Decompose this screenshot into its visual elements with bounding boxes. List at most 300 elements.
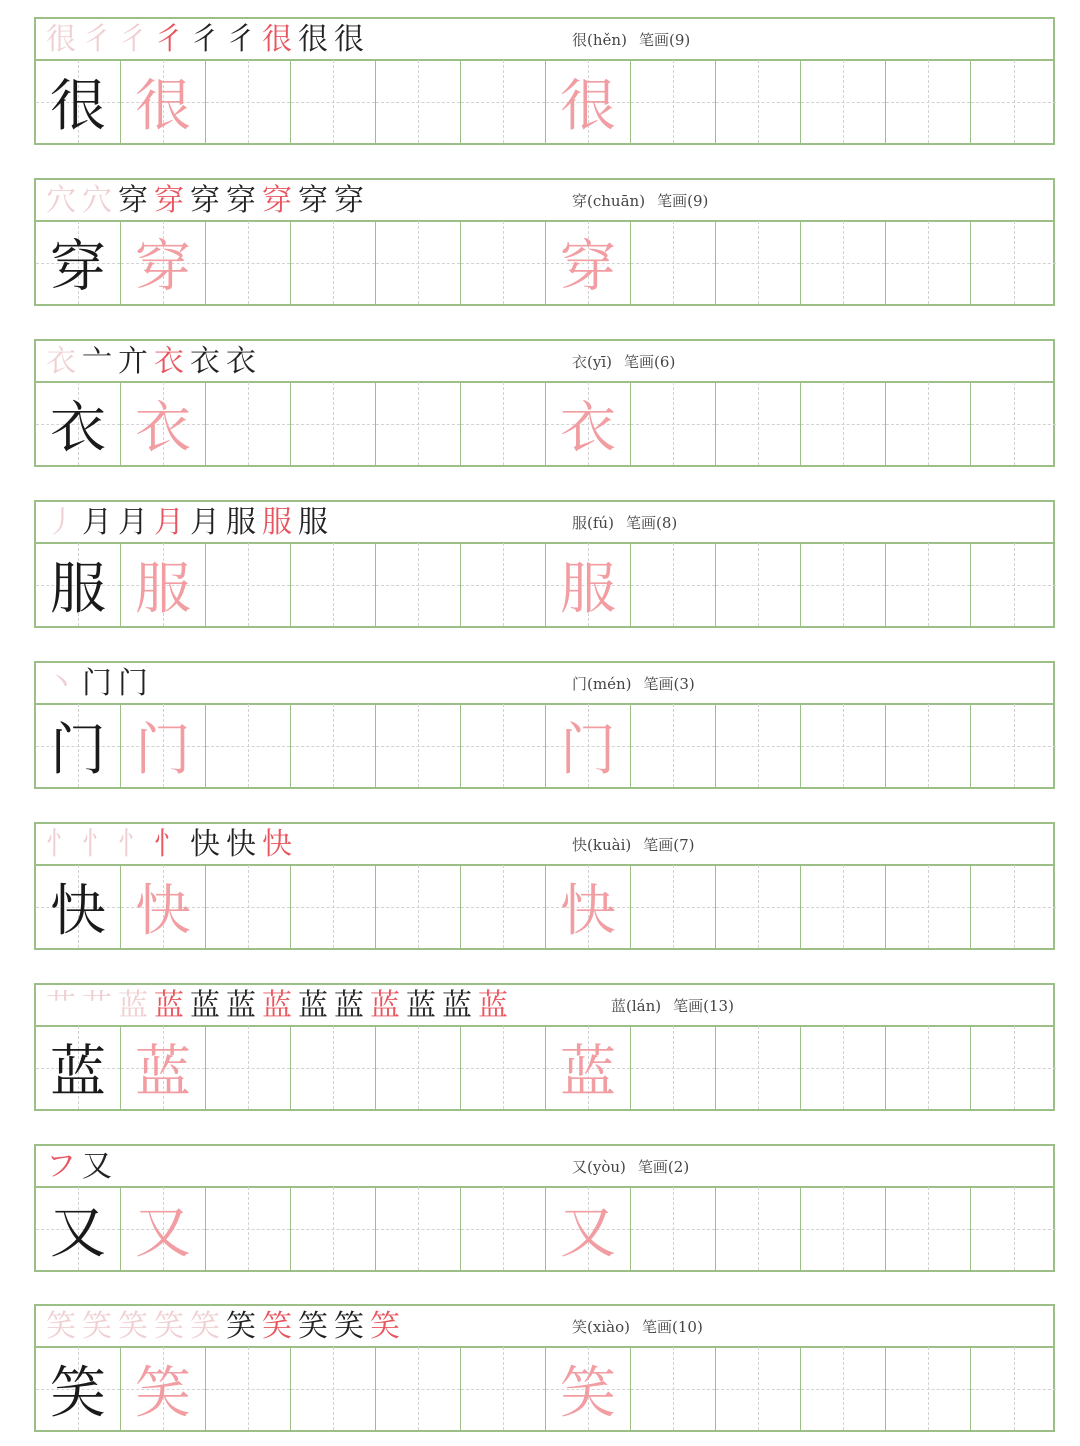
grid-cell[interactable] bbox=[801, 543, 886, 626]
info-close: ) bbox=[608, 513, 614, 532]
info-open: ( bbox=[587, 30, 593, 49]
grid-cell[interactable] bbox=[461, 382, 546, 465]
grid-cell[interactable] bbox=[121, 382, 206, 465]
grid-cell[interactable] bbox=[971, 1187, 1056, 1270]
info-open2: ( bbox=[667, 1157, 674, 1176]
info-close: ) bbox=[624, 1317, 630, 1336]
grid-cell[interactable] bbox=[631, 543, 716, 626]
stroke-step: 蓝 bbox=[190, 987, 220, 1023]
stroke-step: 蓝 bbox=[226, 987, 256, 1023]
character-practice-block bbox=[34, 983, 1053, 1111]
info-char: 服 bbox=[572, 514, 588, 532]
grid-cell[interactable] bbox=[291, 382, 376, 465]
info-char: 蓝 bbox=[611, 997, 627, 1015]
grid-cell[interactable] bbox=[801, 221, 886, 304]
stroke-order-header bbox=[34, 17, 1055, 61]
stroke-step: 月 bbox=[154, 504, 184, 540]
stroke-count: 9 bbox=[674, 30, 685, 49]
info-open2: ( bbox=[668, 30, 675, 49]
model-character: 笑 bbox=[50, 1360, 106, 1426]
grid-cell[interactable] bbox=[546, 221, 631, 304]
grid-cell[interactable] bbox=[971, 1347, 1056, 1430]
grid-cell[interactable] bbox=[376, 221, 461, 304]
info-close: ) bbox=[606, 352, 613, 371]
info-close2: ) bbox=[728, 996, 734, 1015]
stroke-step: 服 bbox=[226, 504, 256, 540]
grid-cell[interactable] bbox=[631, 1026, 716, 1109]
stroke-order-sequence bbox=[46, 502, 334, 543]
character-practice-block bbox=[34, 178, 1053, 306]
grid-cell[interactable] bbox=[546, 704, 631, 787]
info-close: ) bbox=[639, 191, 646, 210]
stroke-step: 笑 bbox=[226, 1308, 256, 1344]
grid-cell[interactable] bbox=[546, 1187, 631, 1270]
info-pinyin: lán bbox=[631, 996, 656, 1015]
grid-cell[interactable] bbox=[291, 221, 376, 304]
trace-character: 门 bbox=[560, 717, 616, 783]
grid-cell[interactable] bbox=[376, 1026, 461, 1109]
grid-cell[interactable] bbox=[36, 704, 121, 787]
grid-cell[interactable] bbox=[461, 543, 546, 626]
info-open: ( bbox=[587, 674, 593, 693]
stroke-step: 彳 bbox=[82, 21, 112, 57]
grid-cell[interactable] bbox=[206, 221, 291, 304]
info-open: ( bbox=[587, 191, 593, 210]
stroke-order-header bbox=[34, 661, 1055, 705]
stroke-step: 蓝 bbox=[478, 987, 508, 1023]
grid-cell[interactable] bbox=[886, 1026, 971, 1109]
stroke-step: 穿 bbox=[334, 182, 364, 218]
grid-cell[interactable] bbox=[36, 1187, 121, 1270]
stroke-count: 10 bbox=[677, 1317, 697, 1336]
stroke-step: 很 bbox=[334, 21, 364, 57]
character-practice-block bbox=[34, 17, 1053, 145]
stroke-step: 很 bbox=[262, 21, 292, 57]
info-open: ( bbox=[626, 996, 632, 1015]
stroke-order-sequence bbox=[46, 180, 370, 221]
stroke-order-header bbox=[34, 500, 1055, 544]
trace-character: 很 bbox=[560, 73, 616, 139]
writing-grid bbox=[34, 703, 1055, 789]
stroke-step: 笑 bbox=[118, 1308, 148, 1344]
grid-cell[interactable] bbox=[546, 543, 631, 626]
grid-cell[interactable] bbox=[971, 221, 1056, 304]
model-character: 快 bbox=[50, 878, 106, 944]
stroke-count: 3 bbox=[679, 674, 689, 693]
stroke-step: 衣 bbox=[154, 343, 184, 379]
grid-cell[interactable] bbox=[206, 865, 291, 948]
writing-grid bbox=[34, 381, 1055, 467]
grid-cell[interactable] bbox=[206, 1187, 291, 1270]
grid-cell[interactable] bbox=[801, 704, 886, 787]
grid-cell[interactable] bbox=[376, 543, 461, 626]
character-info bbox=[572, 19, 690, 60]
grid-cell[interactable] bbox=[716, 382, 801, 465]
stroke-step: 快 bbox=[262, 826, 292, 862]
grid-cell[interactable] bbox=[886, 543, 971, 626]
grid-cell[interactable] bbox=[291, 1187, 376, 1270]
info-close: ) bbox=[655, 996, 662, 1015]
stroke-label: 笔画 bbox=[643, 836, 674, 854]
info-pinyin: hěn bbox=[592, 30, 622, 49]
grid-cell[interactable] bbox=[376, 60, 461, 143]
grid-cell[interactable] bbox=[546, 60, 631, 143]
stroke-order-sequence bbox=[46, 1146, 118, 1187]
character-practice-block bbox=[34, 339, 1053, 467]
stroke-step: 彳 bbox=[118, 21, 148, 57]
grid-cell[interactable] bbox=[716, 704, 801, 787]
info-open2: ( bbox=[703, 996, 710, 1015]
grid-cell[interactable] bbox=[631, 1347, 716, 1430]
grid-cell[interactable] bbox=[971, 865, 1056, 948]
grid-cell[interactable] bbox=[716, 1187, 801, 1270]
grid-cell[interactable] bbox=[121, 221, 206, 304]
trace-character: 衣 bbox=[560, 395, 616, 461]
character-practice-block bbox=[34, 1304, 1053, 1432]
stroke-step: 忄 bbox=[82, 826, 112, 862]
info-pinyin: mén bbox=[592, 674, 626, 693]
info-close: ) bbox=[620, 1157, 626, 1176]
grid-cell[interactable] bbox=[716, 865, 801, 948]
stroke-label: 笔画 bbox=[637, 1158, 668, 1176]
grid-cell[interactable] bbox=[546, 1347, 631, 1430]
trace-character: 穿 bbox=[560, 234, 616, 300]
info-close2: ) bbox=[669, 352, 676, 371]
stroke-step: 穿 bbox=[262, 182, 292, 218]
model-character: 很 bbox=[50, 73, 106, 139]
grid-cell[interactable] bbox=[376, 704, 461, 787]
stroke-step: 蓝 bbox=[370, 987, 400, 1023]
stroke-step: 丶 bbox=[46, 665, 76, 701]
grid-cell[interactable] bbox=[801, 60, 886, 143]
stroke-step: 快 bbox=[190, 826, 220, 862]
writing-grid bbox=[34, 59, 1055, 145]
grid-cell[interactable] bbox=[376, 1187, 461, 1270]
info-char: 又 bbox=[572, 1158, 588, 1176]
stroke-step: 忄 bbox=[118, 826, 148, 862]
grid-cell[interactable] bbox=[461, 1026, 546, 1109]
character-info bbox=[611, 985, 734, 1026]
info-char: 衣 bbox=[572, 353, 588, 371]
character-info bbox=[572, 180, 708, 221]
info-pinyin: yòu bbox=[592, 1157, 621, 1176]
grid-cell[interactable] bbox=[801, 1347, 886, 1430]
model-character: 服 bbox=[50, 556, 106, 622]
info-pinyin: fú bbox=[592, 513, 609, 532]
grid-cell[interactable] bbox=[546, 1026, 631, 1109]
stroke-count: 13 bbox=[709, 996, 729, 1015]
writing-grid bbox=[34, 220, 1055, 306]
grid-cell[interactable] bbox=[291, 543, 376, 626]
stroke-label: 笔画 bbox=[643, 675, 674, 693]
stroke-step: 笑 bbox=[82, 1308, 112, 1344]
stroke-order-header bbox=[34, 983, 1055, 1027]
stroke-step: 笑 bbox=[46, 1308, 76, 1344]
grid-cell[interactable] bbox=[886, 60, 971, 143]
info-pinyin: kuài bbox=[592, 835, 626, 854]
stroke-step: 彳 bbox=[154, 21, 184, 57]
grid-cell[interactable] bbox=[886, 1187, 971, 1270]
stroke-step: 快 bbox=[226, 826, 256, 862]
grid-cell[interactable] bbox=[886, 865, 971, 948]
info-close2: ) bbox=[702, 191, 709, 210]
stroke-step: 艹 bbox=[82, 987, 112, 1023]
grid-cell[interactable] bbox=[716, 221, 801, 304]
model-character: 衣 bbox=[50, 395, 106, 461]
grid-cell[interactable] bbox=[971, 60, 1056, 143]
info-char: 笑 bbox=[572, 1318, 588, 1336]
grid-cell[interactable] bbox=[716, 1026, 801, 1109]
stroke-step: 亠 bbox=[82, 343, 112, 379]
grid-cell[interactable] bbox=[546, 382, 631, 465]
stroke-step: フ bbox=[46, 1148, 76, 1184]
grid-cell[interactable] bbox=[121, 1026, 206, 1109]
stroke-label: 笔画 bbox=[625, 514, 656, 532]
grid-cell[interactable] bbox=[631, 221, 716, 304]
stroke-step: 服 bbox=[298, 504, 328, 540]
grid-cell[interactable] bbox=[376, 1347, 461, 1430]
trace-character: 笑 bbox=[560, 1360, 616, 1426]
model-character: 又 bbox=[50, 1200, 106, 1266]
info-close2: ) bbox=[684, 30, 691, 49]
info-close: ) bbox=[625, 674, 632, 693]
stroke-step: 服 bbox=[262, 504, 292, 540]
info-open2: ( bbox=[687, 191, 693, 210]
stroke-label: 笔画 bbox=[673, 997, 704, 1015]
grid-cell[interactable] bbox=[36, 221, 121, 304]
grid-cell[interactable] bbox=[886, 221, 971, 304]
stroke-order-sequence bbox=[46, 663, 154, 704]
grid-cell[interactable] bbox=[36, 865, 121, 948]
grid-cell[interactable] bbox=[716, 1347, 801, 1430]
trace-character: 服 bbox=[560, 556, 616, 622]
grid-cell[interactable] bbox=[121, 60, 206, 143]
trace-character: 笑 bbox=[135, 1360, 191, 1426]
grid-cell[interactable] bbox=[631, 1187, 716, 1270]
grid-cell[interactable] bbox=[291, 60, 376, 143]
stroke-step: 笑 bbox=[370, 1308, 400, 1344]
info-close2: ) bbox=[688, 674, 695, 693]
grid-cell[interactable] bbox=[206, 60, 291, 143]
grid-cell[interactable] bbox=[886, 704, 971, 787]
stroke-step: 穿 bbox=[226, 182, 256, 218]
grid-cell[interactable] bbox=[121, 704, 206, 787]
grid-cell[interactable] bbox=[36, 1026, 121, 1109]
grid-cell[interactable] bbox=[631, 382, 716, 465]
stroke-step: 笑 bbox=[190, 1308, 220, 1344]
grid-cell[interactable] bbox=[36, 60, 121, 143]
grid-cell[interactable] bbox=[971, 704, 1056, 787]
info-pinyin: chuān bbox=[592, 191, 640, 210]
stroke-step: 蓝 bbox=[334, 987, 364, 1023]
info-open2: ( bbox=[673, 835, 680, 854]
stroke-step: 穴 bbox=[46, 182, 76, 218]
info-close2: ) bbox=[696, 1317, 703, 1336]
stroke-step: 忄 bbox=[154, 826, 184, 862]
stroke-count: 7 bbox=[679, 835, 689, 854]
grid-cell[interactable] bbox=[121, 1187, 206, 1270]
character-practice-block bbox=[34, 500, 1053, 628]
grid-cell[interactable] bbox=[801, 1026, 886, 1109]
grid-cell[interactable] bbox=[291, 1026, 376, 1109]
grid-cell[interactable] bbox=[461, 704, 546, 787]
grid-cell[interactable] bbox=[716, 543, 801, 626]
grid-cell[interactable] bbox=[461, 865, 546, 948]
grid-cell[interactable] bbox=[206, 1347, 291, 1430]
stroke-label: 笔画 bbox=[638, 31, 669, 49]
info-close2: ) bbox=[688, 835, 695, 854]
info-close2: ) bbox=[683, 1157, 690, 1176]
model-character: 蓝 bbox=[50, 1039, 106, 1105]
stroke-count: 2 bbox=[673, 1157, 684, 1176]
info-close: ) bbox=[621, 30, 627, 49]
trace-character: 快 bbox=[560, 878, 616, 944]
grid-cell[interactable] bbox=[206, 704, 291, 787]
grid-cell[interactable] bbox=[121, 543, 206, 626]
stroke-step: 忄 bbox=[46, 826, 76, 862]
grid-cell[interactable] bbox=[801, 865, 886, 948]
stroke-order-header bbox=[34, 339, 1055, 383]
stroke-step: 门 bbox=[118, 665, 148, 701]
stroke-step: 衣 bbox=[226, 343, 256, 379]
grid-cell[interactable] bbox=[376, 865, 461, 948]
grid-cell[interactable] bbox=[461, 1347, 546, 1430]
writing-grid bbox=[34, 1025, 1055, 1111]
info-char: 穿 bbox=[572, 192, 588, 210]
info-open2: ( bbox=[671, 1317, 678, 1336]
grid-cell[interactable] bbox=[886, 1347, 971, 1430]
grid-cell[interactable] bbox=[716, 60, 801, 143]
stroke-count: 9 bbox=[692, 191, 703, 210]
grid-cell[interactable] bbox=[121, 865, 206, 948]
grid-cell[interactable] bbox=[801, 382, 886, 465]
grid-cell[interactable] bbox=[36, 1347, 121, 1430]
grid-cell[interactable] bbox=[36, 543, 121, 626]
writing-grid bbox=[34, 542, 1055, 628]
grid-cell[interactable] bbox=[461, 1187, 546, 1270]
character-info bbox=[572, 502, 677, 543]
grid-cell[interactable] bbox=[631, 60, 716, 143]
stroke-step: 穿 bbox=[298, 182, 328, 218]
grid-cell[interactable] bbox=[886, 382, 971, 465]
info-open: ( bbox=[587, 1317, 593, 1336]
grid-cell[interactable] bbox=[971, 1026, 1056, 1109]
stroke-order-sequence bbox=[46, 824, 298, 865]
stroke-order-header bbox=[34, 1304, 1055, 1348]
stroke-order-header bbox=[34, 1144, 1055, 1188]
stroke-step: 穴 bbox=[82, 182, 112, 218]
trace-character: 衣 bbox=[135, 395, 191, 461]
stroke-order-header bbox=[34, 822, 1055, 866]
stroke-label: 笔画 bbox=[641, 1318, 672, 1336]
grid-cell[interactable] bbox=[546, 865, 631, 948]
grid-cell[interactable] bbox=[36, 382, 121, 465]
stroke-count: 8 bbox=[661, 513, 672, 532]
grid-cell[interactable] bbox=[291, 704, 376, 787]
character-practice-block bbox=[34, 822, 1053, 950]
stroke-step: 彳 bbox=[226, 21, 256, 57]
character-info bbox=[572, 663, 695, 704]
trace-character: 蓝 bbox=[135, 1039, 191, 1105]
info-char: 门 bbox=[572, 675, 588, 693]
character-info bbox=[572, 341, 675, 382]
trace-character: 门 bbox=[135, 717, 191, 783]
character-info bbox=[572, 1306, 703, 1347]
stroke-step: 蓝 bbox=[406, 987, 436, 1023]
info-open: ( bbox=[587, 1157, 593, 1176]
model-character: 穿 bbox=[50, 234, 106, 300]
stroke-step: 笑 bbox=[298, 1308, 328, 1344]
stroke-step: 亣 bbox=[118, 343, 148, 379]
grid-cell[interactable] bbox=[631, 865, 716, 948]
stroke-step: 又 bbox=[82, 1148, 112, 1184]
trace-character: 蓝 bbox=[560, 1039, 616, 1105]
writing-grid bbox=[34, 864, 1055, 950]
character-practice-block bbox=[34, 661, 1053, 789]
info-close2: ) bbox=[671, 513, 678, 532]
grid-cell[interactable] bbox=[291, 865, 376, 948]
grid-cell[interactable] bbox=[971, 382, 1056, 465]
stroke-count: 6 bbox=[659, 352, 670, 371]
stroke-step: 蓝 bbox=[298, 987, 328, 1023]
grid-cell[interactable] bbox=[631, 704, 716, 787]
grid-cell[interactable] bbox=[461, 221, 546, 304]
writing-grid bbox=[34, 1186, 1055, 1272]
stroke-step: 很 bbox=[298, 21, 328, 57]
grid-cell[interactable] bbox=[206, 1026, 291, 1109]
grid-cell[interactable] bbox=[376, 382, 461, 465]
grid-cell[interactable] bbox=[801, 1187, 886, 1270]
stroke-step: 很 bbox=[46, 21, 76, 57]
trace-character: 又 bbox=[560, 1200, 616, 1266]
model-character: 门 bbox=[50, 717, 106, 783]
grid-cell[interactable] bbox=[461, 60, 546, 143]
stroke-step: 蓝 bbox=[118, 987, 148, 1023]
grid-cell[interactable] bbox=[206, 382, 291, 465]
stroke-order-sequence bbox=[46, 19, 370, 60]
stroke-step: 笑 bbox=[334, 1308, 364, 1344]
info-char: 快 bbox=[572, 836, 588, 854]
trace-character: 很 bbox=[135, 73, 191, 139]
info-open2: ( bbox=[673, 674, 680, 693]
info-close: ) bbox=[625, 835, 632, 854]
info-open: ( bbox=[587, 513, 593, 532]
stroke-order-sequence bbox=[46, 985, 514, 1026]
character-info bbox=[572, 1146, 689, 1187]
stroke-step: 穿 bbox=[118, 182, 148, 218]
info-pinyin: yī bbox=[592, 352, 607, 371]
stroke-step: 穿 bbox=[154, 182, 184, 218]
stroke-step: 月 bbox=[82, 504, 112, 540]
stroke-step: 衣 bbox=[46, 343, 76, 379]
stroke-step: 蓝 bbox=[154, 987, 184, 1023]
stroke-step: 彳 bbox=[190, 21, 220, 57]
grid-cell[interactable] bbox=[121, 1347, 206, 1430]
trace-character: 穿 bbox=[135, 234, 191, 300]
stroke-label: 笔画 bbox=[657, 192, 688, 210]
stroke-order-header bbox=[34, 178, 1055, 222]
stroke-step: 月 bbox=[190, 504, 220, 540]
info-char: 很 bbox=[572, 31, 588, 49]
grid-cell[interactable] bbox=[971, 543, 1056, 626]
grid-cell[interactable] bbox=[206, 543, 291, 626]
stroke-step: 艹 bbox=[46, 987, 76, 1023]
info-open2: ( bbox=[655, 513, 662, 532]
stroke-step: 穿 bbox=[190, 182, 220, 218]
character-practice-block bbox=[34, 1144, 1053, 1272]
info-open: ( bbox=[587, 835, 593, 854]
grid-cell[interactable] bbox=[291, 1347, 376, 1430]
